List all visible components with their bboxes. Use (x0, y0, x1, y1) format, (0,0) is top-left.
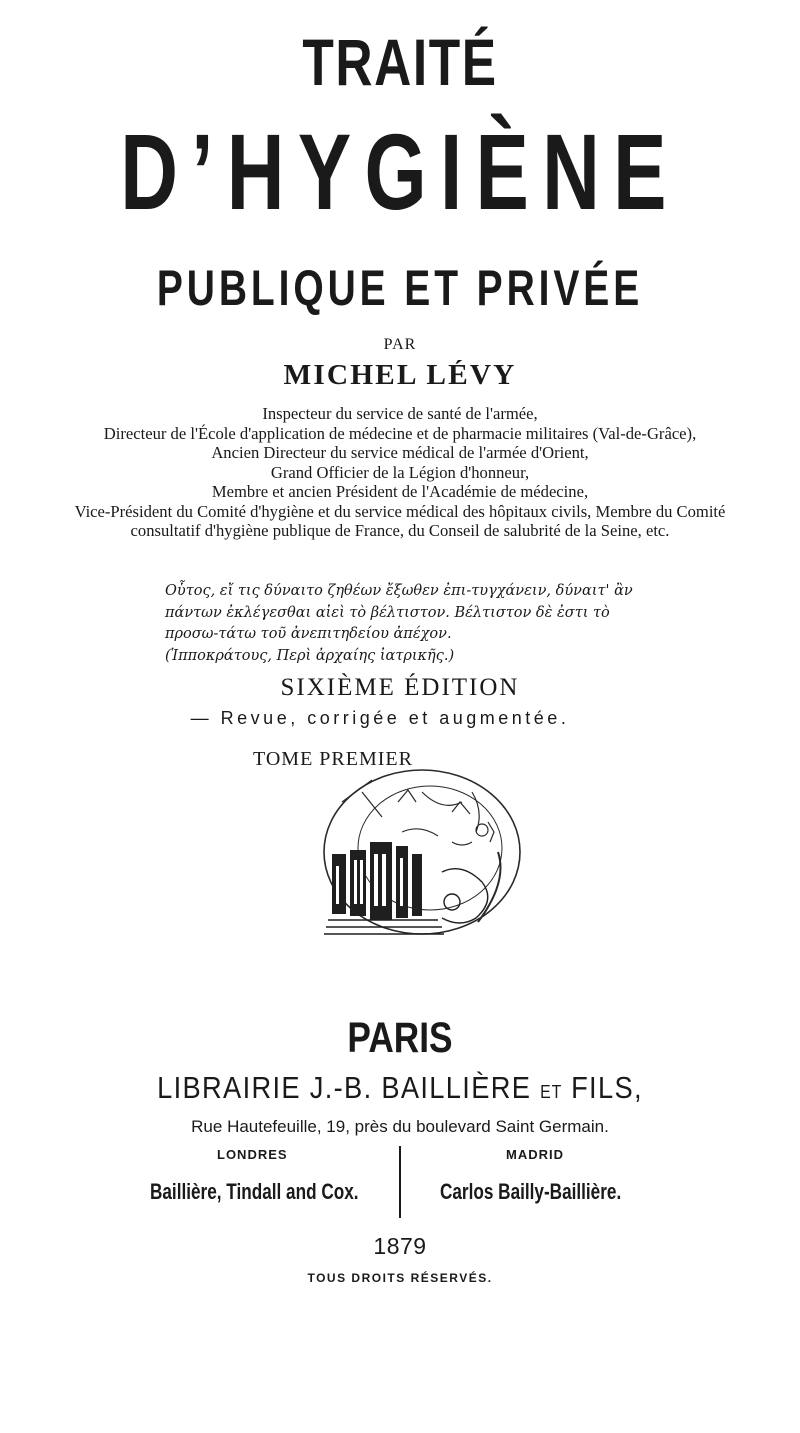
author-title-line: Inspecteur du service de santé de l'armée, (262, 404, 538, 423)
author-title-line: Grand Officier de la Légion d'honneur, (270, 462, 530, 482)
title-line-1: TRAITÉ (302, 25, 498, 99)
author-title-line: Vice-Président du Comité d'hygiène et du service médical des hôpitaux civils, Membre du Comité (74, 501, 726, 521)
publication-year: 1879 (373, 1233, 427, 1259)
epigraph-text: Οὗτος, εἴ τις δύναιτο ζηθέων ἔξωθεν ἐπι-τυγχάνειν, δύναιτ' ἂν πάντων ἐκλέγεσθαι αἰεὶ τὸ βέλτιστον. Βέλτιστον δὲ ἐστι τὸ προσω-τάτω τοῦ ἀνεπιτηδείου ἀπέχον. (165, 583, 633, 642)
epigraph-citation: (Ἱπποκράτους, Περὶ ἀρχαίης ἰατρικῆς.) (165, 647, 455, 664)
author-title-line: Membre et ancien Président de l'Académie de médecine, (211, 482, 589, 501)
publisher-name (48, 1068, 752, 1112)
publisher-et: ET (540, 1082, 563, 1102)
edition-note: — Revue, corrigée et augmentée. (190, 708, 570, 728)
author-name: MICHEL LÉVY (283, 360, 517, 391)
branch-publisher-madrid: Carlos Bailly-Baillière. (440, 1179, 622, 1204)
publisher-name-a: LIBRAIRIE J.-B. BAILLIÈRE (157, 1070, 532, 1105)
author-title-line: Directeur de l'École d'application de médecine et de pharmacie militaires (Val-de-Grâce), (103, 423, 697, 443)
rights-notice: TOUS DROITS RÉSERVÉS. (307, 1271, 493, 1285)
place-label: PARIS (347, 1014, 453, 1062)
branch-publisher-london: Baillière, Tindall and Cox. (150, 1179, 359, 1204)
title-line-3: PUBLIQUE ET PRIVÉE (156, 260, 644, 316)
author-title-line: consultatif d'hygiène publique de France, du Conseil de salubrité de la Seine, etc. (130, 521, 670, 540)
publisher-address: Rue Hautefeuille, 19, près du boulevard Saint Germain. (191, 1117, 609, 1136)
publisher-name-b: FILS, (571, 1070, 643, 1105)
volume-label: TOME PREMIER (253, 748, 413, 770)
author-title-line: Ancien Directeur du service médical de l'armée d'Orient, (211, 443, 589, 462)
greek-epigraph (165, 581, 665, 667)
publisher-vignette (302, 762, 538, 942)
author-titles (0, 404, 800, 541)
branch-city-madrid: MADRID (506, 1147, 564, 1162)
edition-label: SIXIÈME ÉDITION (280, 674, 520, 701)
by-label: PAR (383, 336, 417, 353)
branch-city-london: LONDRES (217, 1147, 288, 1162)
branch-divider (399, 1146, 401, 1218)
title-line-2: D’HYGIÈNE (120, 111, 680, 232)
